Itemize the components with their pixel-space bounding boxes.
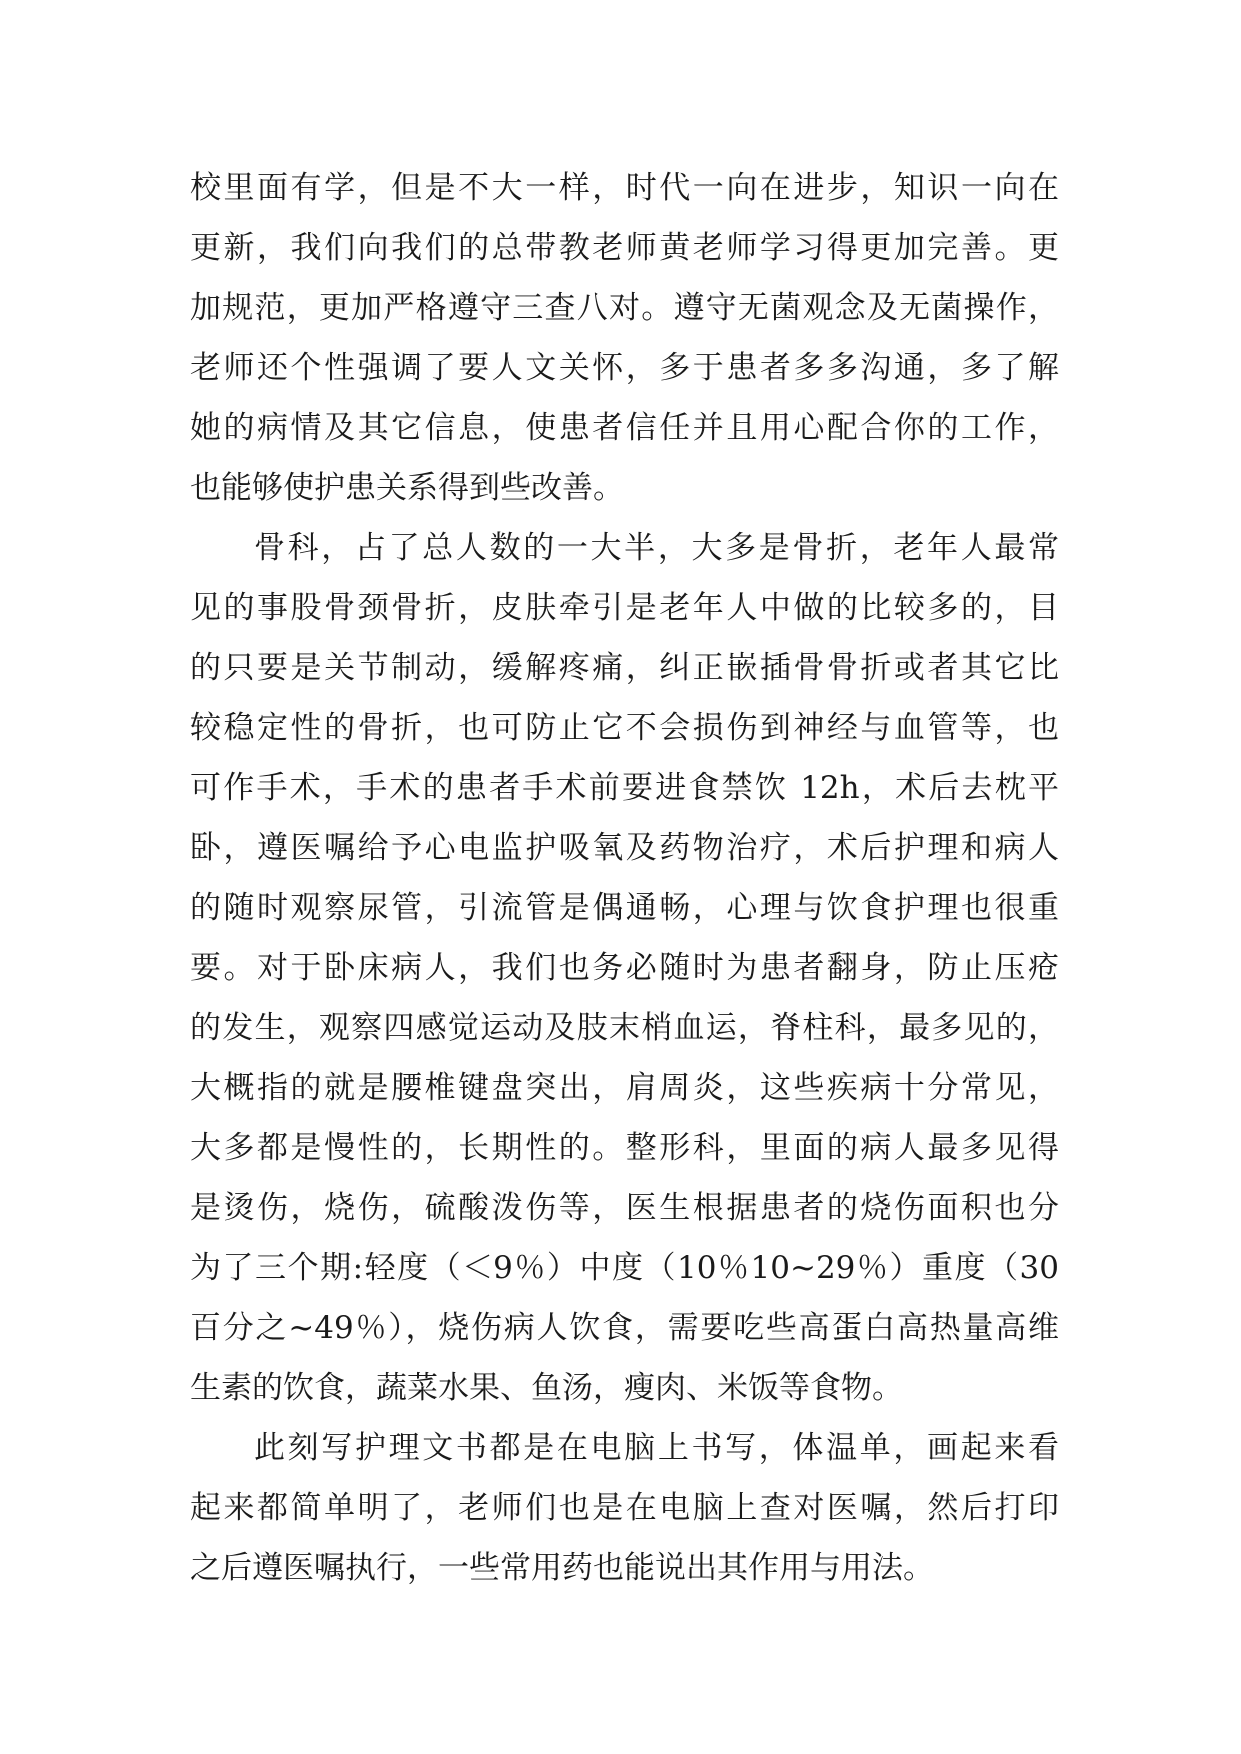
paragraph-line: 见的事股骨颈骨折，皮肤牵引是老年人中做的比较多的，目 <box>190 590 1059 626</box>
paragraph-line: 卧，遵医嘱给予心电监护吸氧及药物治疗，术后护理和病人 <box>190 830 1059 866</box>
paragraph-line: 大概指的就是腰椎键盘突出，肩周炎，这些疾病十分常见， <box>190 1070 1059 1106</box>
paragraph-line: 她的病情及其它信息，使患者信任并且用心配合你的工作， <box>190 410 1059 446</box>
paragraph-line: 生素的饮食，蔬菜水果、鱼汤，瘦肉、米饭等食物。 <box>190 1370 903 1406</box>
paragraph-3 <box>190 1418 1090 1598</box>
paragraph-line: 骨科，占了总人数的一大半，大多是骨折，老年人最常 <box>254 530 1059 566</box>
paragraph-line: 加规范，更加严格遵守三查八对。遵守无菌观念及无菌操作， <box>190 290 1059 326</box>
paragraph-line: 的只要是关节制动，缓解疼痛，纠正嵌插骨骨折或者其它比 <box>190 650 1059 686</box>
paragraph-line: 要。对于卧床病人，我们也务必随时为患者翻身，防止压疮 <box>190 950 1059 986</box>
paragraph-line: 的随时观察尿管，引流管是偶通畅，心理与饮食护理也很重 <box>190 890 1059 926</box>
paragraph-line: 此刻写护理文书都是在电脑上书写，体温单，画起来看 <box>254 1430 1059 1466</box>
paragraph-line: 之后遵医嘱执行，一些常用药也能说出其作用与用法。 <box>190 1550 934 1586</box>
paragraph-line: 较稳定性的骨折，也可防止它不会损伤到神经与血管等，也 <box>190 710 1059 746</box>
paragraph-line: 老师还个性强调了要人文关怀，多于患者多多沟通，多了解 <box>190 350 1059 386</box>
paragraph-line: 也能够使护患关系得到些改善。 <box>190 470 624 506</box>
paragraph-line: 可作手术，手术的患者手术前要进食禁饮 12h，术后去枕平 <box>190 770 1059 806</box>
paragraph-1 <box>190 158 1090 518</box>
paragraph-line: 校里面有学，但是不大一样，时代一向在进步，知识一向在 <box>190 170 1059 206</box>
paragraph-2 <box>190 518 1090 1418</box>
paragraph-line: 百分之~49％），烧伤病人饮食，需要吃些高蛋白高热量高维 <box>190 1310 1059 1346</box>
document-body <box>190 158 1090 1598</box>
paragraph-line: 的发生，观察四感觉运动及肢末梢血运，脊柱科，最多见的， <box>190 1010 1059 1046</box>
paragraph-line: 是烫伤，烧伤，硫酸泼伤等，医生根据患者的烧伤面积也分 <box>190 1190 1059 1226</box>
paragraph-line: 大多都是慢性的，长期性的。整形科，里面的病人最多见得 <box>190 1130 1059 1166</box>
paragraph-line: 更新，我们向我们的总带教老师黄老师学习得更加完善。更 <box>190 230 1059 266</box>
paragraph-line: 为了三个期:轻度（＜9％）中度（10％10~29％）重度（30 <box>190 1250 1059 1286</box>
paragraph-line: 起来都简单明了，老师们也是在电脑上查对医嘱，然后打印 <box>190 1490 1059 1526</box>
